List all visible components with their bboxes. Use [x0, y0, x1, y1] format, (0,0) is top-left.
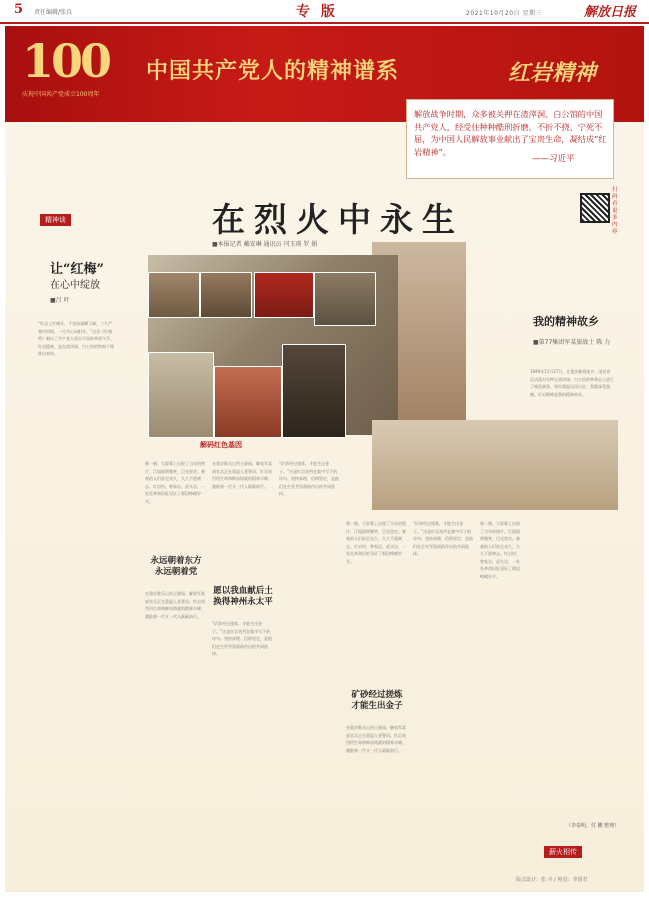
- column-tag-left: 精神谈: [40, 214, 71, 226]
- body-column-1: 那一刻，大屏幕上出现了当年的照片，江姐面带微笑，目光坚定。参观的人们驻足良久，久久不愿离去。红岩村、曾家岩、虎头岩，一处处革命旧址见证了那段峥嵘岁月。: [145, 461, 205, 504]
- body-column-4: 那一刻，大屏幕上出现了当年的照片，江姐面带微笑，目光坚定。参观的人们驻足良久，久久不愿离去。红岩村、曾家岩、虎头岩，一处处革命旧址见证了那段峥嵘岁月。: [346, 521, 406, 564]
- quote-author: ——习近平: [532, 154, 575, 164]
- spirit-name: 红岩精神: [508, 60, 597, 86]
- right-author: ■第77集团军某旅战士 陈 力: [533, 339, 611, 346]
- photo-building: [214, 366, 282, 438]
- centenary-emblem: 100: [22, 34, 110, 88]
- page-number: 5: [14, 2, 24, 17]
- left-subheadline: 在心中绽放: [50, 280, 100, 291]
- section-title: 专 版: [296, 4, 338, 20]
- qr-code[interactable]: [580, 193, 610, 223]
- left-author: ■吕 叶: [50, 297, 70, 304]
- photo-prison: [282, 344, 346, 438]
- photo-historic: [314, 272, 376, 326]
- newspaper-logo: 解放日报: [584, 5, 637, 20]
- main-byline: ■本报记者 戴安琳 通讯员 闫玉瑛 罗 娟: [212, 241, 318, 248]
- page-header: [0, 0, 649, 24]
- photo-group: [148, 352, 214, 438]
- body-column-2: 在重庆歌乐山烈士陵园，解放军某部官兵正在重温入党誓词。红岩英烈用生命和鲜血铸就的精神丰碑，激励着一代又一代人砥砺前行。: [212, 461, 272, 489]
- subhead-a: 永远朝着东方 永远朝着党: [150, 556, 202, 577]
- layout-credit: 版式设计：张 卉 / 视觉：李国君: [516, 877, 588, 883]
- left-headline: 让“红梅”: [50, 262, 104, 277]
- qr-caption: 扫码看更多内容: [612, 187, 618, 235]
- photo-portrait-2: [200, 272, 252, 318]
- photo-portrait-1: [148, 272, 200, 318]
- column-tag-right: 薪火相传: [544, 846, 582, 858]
- body-column-3: “矿砂经过搓炼，才能生出金子。”这是红岩英烈在狱中写下的诗句。坚持真理、信仰坚定，是他们在生死考验面前作出的共同选择。: [279, 461, 339, 496]
- centenary-subtitle: 庆祝中国共产党成立100周年: [22, 91, 100, 98]
- right-body: 1949年11月27日，在重庆解放前夕，国民党反动派对关押在渣滓洞、白公馆的革命志士进行了疯狂屠杀。每次重温这段历史，我都深受震撼。红岩精神是我的精神故乡。: [530, 369, 614, 397]
- issue-date: 2021年10月20日 星期三: [466, 10, 542, 17]
- photo-sculpture: [372, 420, 618, 510]
- left-body: “红岩上红梅开，千里冰霜脚下踩，三九严寒何所惧，一片丹心向阳开。”这首《红梅赞》唱出了共产党人坚贞不屈的革命气节。红岩精神，是在渣滓洞、白公馆的铁窗下锤炼出来的。: [38, 321, 114, 356]
- right-headline: 我的精神故乡: [533, 315, 599, 328]
- body-column-2b: “矿砂经过搓炼，才能生出金子。”这是红岩英烈在狱中写下的诗句。坚持真理、信仰坚定，是他们在生死考验面前作出的共同选择。: [212, 621, 272, 656]
- body-column-6: 那一刻，大屏幕上出现了当年的照片，江姐面带微笑，目光坚定。参观的人们驻足良久，久久不愿离去。红岩村、曾家岩、虎头岩，一处处革命旧址见证了那段峥嵘岁月。: [480, 521, 520, 579]
- body-column-1b: 在重庆歌乐山烈士陵园，解放军某部官兵正在重温入党誓词。红岩英烈用生命和鲜血铸就的精神丰碑，激励着一代又一代人砥砺前行。: [145, 591, 205, 619]
- right-signature: （李泰明、付 鹏 整理）: [566, 823, 620, 829]
- photo-flag: [254, 272, 314, 318]
- quote-text: 解放战争时期，众多被关押在渣滓洞、白公馆的中国共产党人，经受住种种酷刑折磨，不折不挠、宁死不屈，为中国人民解放事业献出了宝贵生命，凝结成“红岩精神”。: [414, 109, 607, 157]
- subhead-b: 愿以我血献后土 换得神州永太平: [213, 586, 273, 607]
- editors: 责任编辑/张良: [34, 9, 73, 16]
- series-title: 中国共产党人的精神谱系: [146, 58, 400, 84]
- body-column-4b: 在重庆歌乐山烈士陵园，解放军某部官兵正在重温入党誓词。红岩英烈用生命和鲜血铸就的精神丰碑，激励着一代又一代人砥砺前行。: [346, 725, 406, 753]
- photo-caption: 解码红色基因: [200, 441, 242, 449]
- main-title: 在烈火中永生: [212, 200, 464, 239]
- body-column-5: “矿砂经过搓炼，才能生出金子。”这是红岩英烈在狱中写下的诗句。坚持真理、信仰坚定，是他们在生死考验面前作出的共同选择。: [413, 521, 473, 556]
- subhead-c: 矿砂经过搓炼 才能生出金子: [351, 690, 403, 711]
